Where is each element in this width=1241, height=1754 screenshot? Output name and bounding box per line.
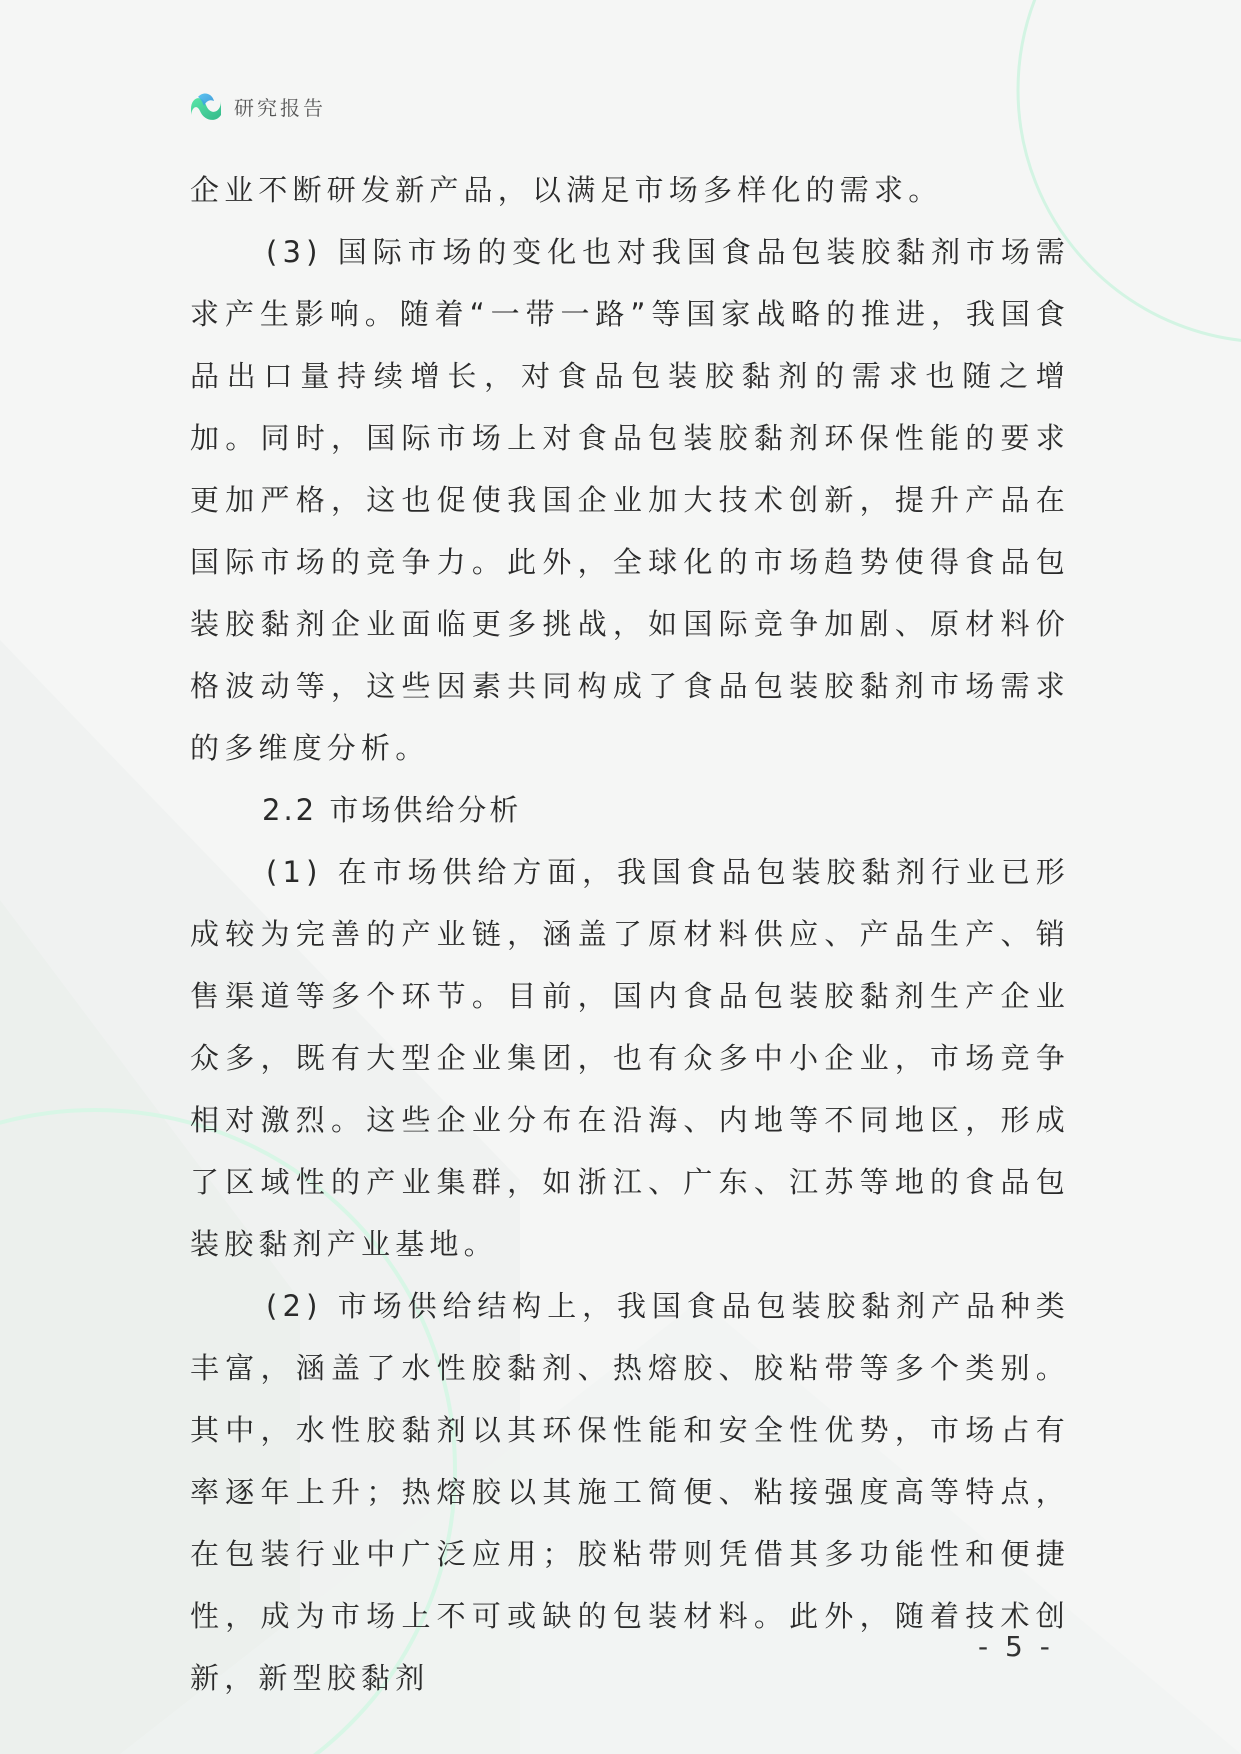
page-number: - 5 - <box>978 1630 1054 1663</box>
document-body <box>190 159 1070 1709</box>
section-heading-2-2: 2.2 市场供给分析 <box>262 793 522 827</box>
report-header <box>188 86 326 126</box>
paragraph-supply-chain: (1) 在市场供给方面，我国食品包装胶黏剂行业已形成较为完善的产业链，涵盖了原材料供应、产品生产、销售渠道等多个环节。目前，国内食品包装胶黏剂生产企业众多，既有大型企业集团，也有众多中小企业，市场竞争相对激烈。这些企业分布在沿海、内地等不同地区，形成了区域性的产业集群，如浙江、广东、江苏等地的食品包装胶黏剂产业基地。 <box>190 855 1070 1261</box>
paragraph-international-market: (3) 国际市场的变化也对我国食品包装胶黏剂市场需求产生影响。随着“一带一路”等国家战略的推进，我国食品出口量持续增长，对食品包装胶黏剂的需求也随之增加。同时，国际市场上对食品包装胶黏剂环保性能的要求更加严格，这也促使我国企业加大技术创新，提升产品在国际市场的竞争力。此外，全球化的市场趋势使得食品包装胶黏剂企业面临更多挑战，如国际竞争加剧、原材料价格波动等，这些因素共同构成了食品包装胶黏剂市场需求的多维度分析。 <box>190 235 1070 765</box>
paragraph-supply-structure: (2) 市场供给结构上，我国食品包装胶黏剂产品种类丰富，涵盖了水性胶黏剂、热熔胶、胶粘带等多个类别。其中，水性胶黏剂以其环保性能和安全性优势，市场占有率逐年上升；热熔胶以其施工简便、粘接强度高等特点，在包装行业中广泛应用；胶粘带则凭借其多功能性和便捷性，成为市场上不可或缺的包装材料。此外，随着技术创新，新型胶黏剂 <box>190 1289 1070 1695</box>
paragraph-continuation: 企业不断研发新产品，以满足市场多样化的需求。 <box>190 173 943 207</box>
brand-logo-icon <box>188 89 224 123</box>
header-title: 研究报告 <box>234 95 326 120</box>
